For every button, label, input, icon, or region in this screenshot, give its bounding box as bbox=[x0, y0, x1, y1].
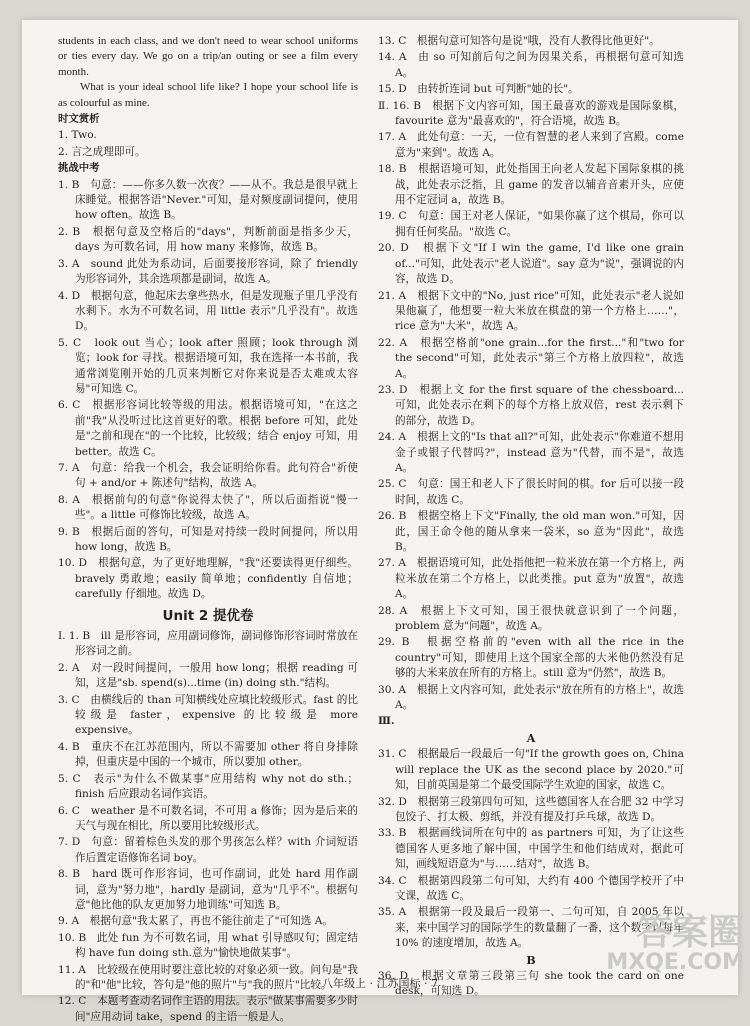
list-item: Ⅰ. 1. B ill 是形容词，应用副词修饰，副词修饰形容词时常放在形容词之前。 bbox=[58, 630, 358, 658]
left-column bbox=[58, 34, 358, 1026]
list-item: 28. A 根据上下文可知，国王很快就意识到了一个问题，problem 意为"问题"，故选 A。 bbox=[378, 604, 684, 633]
list-item: 1. B 句意：——你多久数一次夜？——从不。我总是很早就上床睡觉。根据答语"Never."可知，是对频度副词提问，使用 how often。故选 B。 bbox=[58, 178, 358, 222]
list-item: 14. A 由 so 可知前后句之间为因果关系，再根据句意可知选 A。 bbox=[378, 51, 684, 79]
list-item: 10. D 根据句意，为了更好地理解，"我"还要读得更仔细些。bravely 勇敢地；easily 简单地；confidently 自信地；carefully 仔细地。故选 D。 bbox=[58, 557, 358, 601]
list-item: 2. 言之成理即可。 bbox=[58, 145, 146, 158]
list-item: 2. B 根据句意及空格后的"days"，判断前面是指多少天，days 为可数名词，用 how many 来修饰，故选 B。 bbox=[58, 225, 358, 254]
list-item: 8. B hard 既可作形容词，也可作副词，此处 hard 用作副词，意为"努力地"，hardly 是副词，意为"几乎不"。根据句意"他比他的队友更加努力地训练"可知选 B。 bbox=[58, 868, 358, 911]
section-2-list bbox=[378, 99, 684, 714]
unit-heading: Unit 2 提优卷 bbox=[162, 607, 254, 624]
list-item: 4. D 根据句意，他起床去拿些热水，但是发现瓶子里几乎没有水剩下。水为不可数名词，用 little 表示"几乎没有"。故选 D。 bbox=[58, 289, 358, 333]
list-item: 15. D 由转折连词 but 可判断"她的长"。 bbox=[378, 83, 579, 96]
watermark-logo bbox=[606, 912, 744, 975]
sub-heading-a: A bbox=[526, 731, 536, 745]
list-item: 17. A 此处句意：一天，一位有智慧的老人来到了宫殿。come 意为"来到"。故选 A。 bbox=[378, 131, 684, 159]
list-item: 33. B 根据画线词所在句中的 as partners 可知，为了让这些德国客人更多地了解中国，中国学生和他们结成对，据此可知，画线短语意为"与……结对"，故选 B。 bbox=[378, 827, 684, 871]
list-item: Ⅱ. 16. B 根据下文内容可知，国王最喜欢的游戏是国际象棋，favourite 意为"最喜欢的"，符合语境，故选 B。 bbox=[378, 99, 684, 128]
list-item: 25. C 句意：国王和老人下了很长时间的棋。for 后可以接一段时间，故选 C。 bbox=[378, 478, 684, 506]
list-item: 13. C 根据句意可知答句是说"哦，没有人教得比他更好"。 bbox=[378, 35, 660, 47]
sub-heading-b: B bbox=[526, 953, 536, 967]
list-item: 2. A 对一段时间提问，一般用 how long；根据 reading 可知，这是"sb. spend(s)...time (in) doing sth."结构。 bbox=[58, 661, 358, 690]
list-item: 34. C 根据第四段第二句可知，大约有 400 个德国学校开了中文课，故选 C。 bbox=[378, 874, 684, 902]
list-item: 1. Two. bbox=[58, 129, 97, 142]
list-item: 20. D 根据下文"If I win the game, I'd like one grain of..."可知，此处表示"老人说道"。say 意为"说"，强调说的内容，故选 D。 bbox=[378, 242, 684, 286]
list-item: 3. C 由横线后的 than 可知横线处应填比较级形式。fast 的比较级是 faster，expensive 的比较级是 more expensive。 bbox=[58, 693, 358, 737]
intro-paragraph-2: What is your ideal school life like? I hope your school life is as colourful as mine. bbox=[58, 81, 358, 109]
list-item: 30. A 根据上文内容可知，此处表示"放在所有的方格上"，故选 A。 bbox=[378, 683, 684, 712]
section-appreciation-heading: 时文赏析 bbox=[58, 113, 100, 126]
list-item: 6. C weather 是不可数名词，不可用 a 修饰；因为是后来的天气与现在相比，所以要用比较级形式。 bbox=[58, 804, 358, 832]
right-column bbox=[378, 34, 684, 1001]
list-item: 24. A 根据上文的"Is that all?"可知，此处表示"你难道不想用金子或银子代替吗?"，instead 意为"代替，而不是"，故选 A。 bbox=[378, 431, 684, 474]
list-item: 31. C 根据最后一段最后一句"If the growth goes on, China will replace the UK as the second place by 2020."可知，目前英国是第二个最受国际学生欢迎的国家，故选 C。 bbox=[378, 748, 684, 792]
list-item: 6. C 根据形容词比较等级的用法。根据语境可知，"在这之前"我"从没听过比这首更好的歌。根据 before 可知，此处是"之前和现在"的一个比较，比较级；结合 enjoy 可知，用 better。故选 C。 bbox=[58, 399, 358, 458]
list-item: 10. B 此处 fun 为不可数名词，用 what 引导感叹句；固定结构 have fun doing sth.意为"愉快地做某事"。 bbox=[58, 931, 358, 960]
list-item: 26. B 根据空格上下文"Finally, the old man won."可知，因此，国王命令他的随从拿来一袋米，so 意为"因此"，故选 B。 bbox=[378, 510, 684, 553]
list-item: 7. D 句意：留着棕色头发的那个男孩怎么样？with 介词短语作后置定语修饰名词 boy。 bbox=[58, 836, 358, 864]
list-item: 36. D 根据文章第三段第三句 she took the card on one desk，可知选 D。 bbox=[378, 969, 684, 998]
list-item: 12. C 本题考查动名词作主语的用法。表示"做某事需要多少时间"应用动词 take，spend 的主语一般是人。 bbox=[58, 995, 358, 1023]
answers-top-list bbox=[378, 34, 684, 98]
list-item: 8. A 根据前句的句意"你说得太快了"，所以后面指说"慢一些"。a little 可修饰比较级，故选 A。 bbox=[58, 493, 358, 522]
intro-paragraph: students in each class, and we don't need to wear school uniforms or ties every day. We go on a trip/an outing or see a film every month. bbox=[58, 35, 358, 78]
list-item: 32. D 根据第三段第四句可知，这些德国客人在合肥 32 中学习包饺子、打太极、剪纸，并没有提及打乒乓球，故选 D。 bbox=[378, 795, 684, 823]
list-item: 4. B 重庆不在江苏范围内，所以不需要加 other 将自身排除掉，但重庆是中国的一个城市，所以要加 other。 bbox=[58, 740, 358, 769]
appreciation-list bbox=[58, 128, 358, 160]
section-challenge-heading: 挑战中考 bbox=[58, 162, 100, 175]
list-item: 9. A 根据句意"我太累了，再也不能往前走了"可知选 A。 bbox=[58, 915, 333, 928]
list-item: 9. B 根据后面的答句，可知是对持续一段时间提问，所以用 how long，故选 B。 bbox=[58, 525, 358, 553]
list-item: 35. A 根据第一段及最后一段第一、二句可知，自 2005 年以来，来中国学习的国际学生的数量翻了一番，这个数字以每年 10% 的速度增加，故选 A。 bbox=[378, 906, 684, 950]
list-item: 21. A 根据下文中的"No, just rice"可知，此处表示"老人说如果他赢了，他想要一粒大米放在棋盘的第一个方格上……"，rice 意为"大米"，故选 A。 bbox=[378, 289, 684, 333]
section-3-label: Ⅲ. bbox=[378, 715, 395, 728]
list-item: 7. A 句意：给我一个机会，我会证明给你看。此句符合"祈使句 + and/or + 陈述句"结构，故选 A。 bbox=[58, 461, 358, 490]
list-item: 22. A 根据空格前"one grain...for the first..."和"two for the second"可知，此处表示"第三个方格上放四粒"，故选 A。 bbox=[378, 336, 684, 380]
list-item: 29. B 根据空格前的"even with all the rice in the country"可知，即使用上这个国家全部的大米他仍然没有足够的大米来放在所有的方格上。still 意为"仍然"，故选 B。 bbox=[378, 636, 684, 680]
list-item: 5. C look out 当心；look after 照顾；look through 浏览；look for 寻找。根据语境可知，我在选择一本书前，我通常浏览刚开始的几页来判断它对你来说是否太难或太容易"可知选 C。 bbox=[58, 336, 358, 395]
watermark-line2: MXQE.COM bbox=[606, 950, 744, 975]
page-sheet bbox=[22, 20, 738, 1023]
list-item: 27. A 根据语境可知，此处指他把一粒米放在第一个方格上，两粒米放在第二个方格上，以此类推。put 意为"放置"，故选 A。 bbox=[378, 557, 684, 601]
challenge-list bbox=[58, 178, 358, 603]
list-item: 19. C 句意：国王对老人保证，"如果你赢了这个棋局，你可以拥有任何奖品。"故选 C。 bbox=[378, 210, 684, 238]
list-item: 18. B 根据语境可知，此处指国王向老人发起下国际象棋的挑战，此处表示泛指，且 game 的发音以辅音音素开头，应使用不定冠词 a，故选 B。 bbox=[378, 163, 684, 207]
watermark-line1: 答案圈 bbox=[635, 912, 744, 953]
list-item: 3. A sound 此处为系动词，后面要接形容词，除了 friendly 为形容词外，其余选项都是副词，故选 A。 bbox=[58, 257, 358, 286]
unit-list bbox=[58, 629, 358, 1025]
page-footer: 八年级上 · 江苏国标 · 7 bbox=[322, 977, 438, 990]
list-item: 23. D 根据上文 for the first square of the chessboard...可知，此处表示在剩下的每个方格上放双倍，rest 表示剩下的部分，故选 D。 bbox=[378, 383, 684, 427]
list-item: 5. C 表示"为什么不做某事"应用结构 why not do sth.；finish 后应跟动名词作宾语。 bbox=[58, 772, 358, 801]
list-item: 11. A 比较级在使用时要注意比较的对象必须一致。问句是"我的"和"他"比较，答句是"他的照片"与"我的照片"比较。 bbox=[58, 963, 358, 991]
